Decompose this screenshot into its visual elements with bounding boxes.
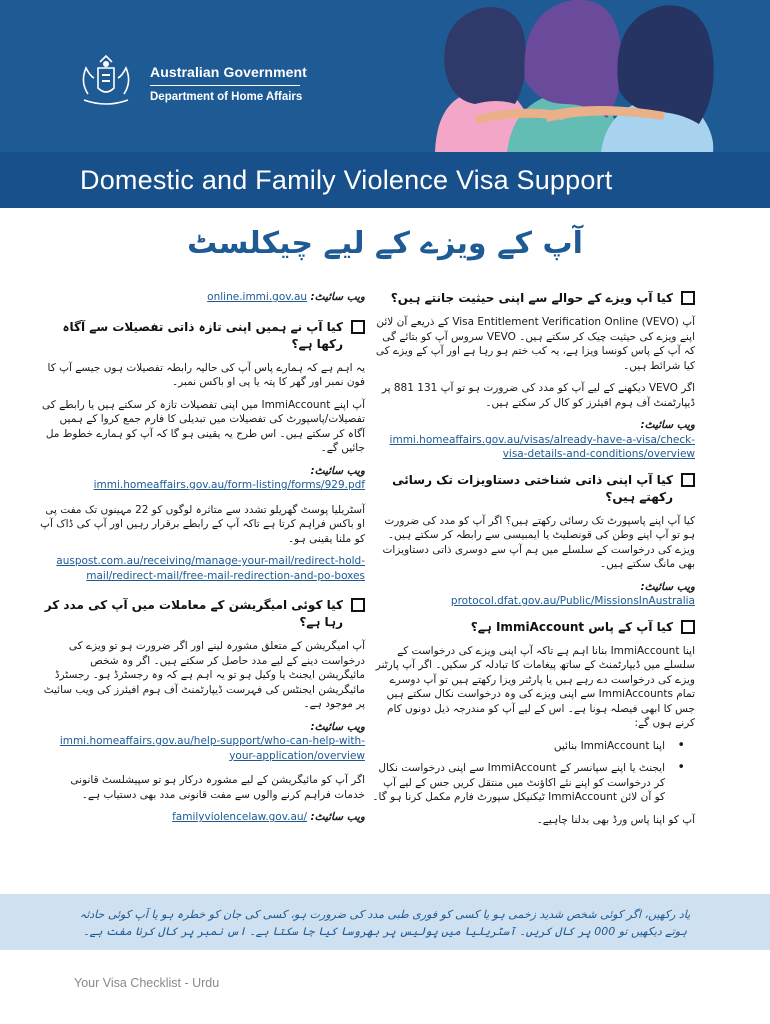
vevo-link[interactable]: immi.homeaffairs.gov.au/visas/already-have-a-visa/check-visa-details-and-conditions/overview (389, 433, 695, 460)
question-heading: کیا آپ اپنی ذاتی شناختی دستاویزات تک رسائی رکھتے ہیں؟ (392, 472, 673, 504)
question-heading: کیا آپ ویزے کے حوالے سے اپنی حیثیت جانتے ہیں؟ (390, 291, 673, 305)
checkbox-visa-status[interactable] (681, 291, 695, 305)
bullet-list (370, 739, 695, 805)
website-label: ویب سائیٹ: (310, 811, 365, 823)
website-line (40, 810, 365, 825)
website-line (40, 464, 365, 493)
list-item: • ایجنٹ یا اپنے سپانسر کے ImmiAccount سے اپنی درخواست نکال کر درخواست کو اپنے نئے اکاؤنٹ میں منتقل کریں جس کے لیے آپ کو آن لائن ImmiAccount ٹیکنیکل سپورٹ فارم مکمل کرنا ہو گا۔ (370, 761, 695, 805)
paragraph: اپنا ImmiAccount بنانا اہم ہے تاکہ آپ اپنی ویزے کی درخواست کے سلسلے میں ڈیپارٹمنٹ کے ساتھ پیغامات کا تبادلہ کر سکیں۔ اگر آپ پارٹنر ویزے کی درخواست دے رہے ہیں یا پارٹنر ویزا رکھتے ہیں تو آپ دوسرے تمام ImmiAccounts سے اپنی ویزے کی وہ درخواست نکال سکتے ہیں جس کا ابھی فیصلہ ہونا ہے۔ اس کے لیے آپ کو مندرجہ ذیل دونوں کام کرنے ہوں گے: (375, 644, 695, 729)
website-label: ویب سائیٹ: (310, 291, 365, 303)
question-heading: کیا کوئی امیگریشن کے معاملات میں آپ کی مدد کر رہا ہے؟ (44, 598, 343, 629)
paragraph: آسٹریلیا پوسٹ گھریلو تشدد سے متاثرہ لوگوں کو 22 مہینوں تک مفت پی او باکس فراہم کرتا ہے تاکہ آپ کے رابطے برقرار رہیں اور آپ کی ڈاک آپ کو ملنا یقینی ہو۔ (40, 503, 365, 545)
website-label: ویب سائیٹ: (640, 419, 695, 431)
coat-of-arms-icon (74, 54, 138, 110)
banner-title: Domestic and Family Violence Visa Support (80, 165, 613, 195)
checklist-item-identity-documents (370, 472, 695, 506)
website-line (40, 290, 365, 305)
help-support-link[interactable]: immi.homeaffairs.gov.au/help-support/who-can-help-with-your-application/overview (59, 735, 365, 762)
list-item: • اپنا ImmiAccount بنائیں (370, 739, 695, 754)
paragraph: اگر آپ کو مائیگریشن کے لیے مشورہ درکار ہو تو سپیشلسٹ قانونی خدمات فراہم کرنے والوں سے مفت قانونی مدد بھی دستیاب ہے۔ (70, 774, 365, 801)
paragraph: آپ امیگریشن کے متعلق مشورہ لینے اور اگر ضرورت ہو تو ویزے کی درخواست دینے کے لیے مدد حاصل کر سکتے ہیں۔ اگر وہ شخص مائیگریشن ایجنٹ یا وکیل ہو تو یہ اہم ہے کہ وہ رجسٹرڈ ہو۔ رجسٹرڈ مائیگریشن ایجنٹس کی فہرست ڈیپارٹمنٹ آف ہوم افیئرز کی ویب سائیٹ پر موجود ہے۔ (43, 640, 365, 710)
paragraph: آپ کو اپنا پاس ورڈ بھی بدلنا چاہیے۔ (536, 813, 695, 826)
women-illustration (395, 0, 770, 152)
government-logo-text (150, 64, 307, 103)
footer-text: Your Visa Checklist - Urdu (74, 976, 220, 990)
gov-line1: Australian Government (150, 64, 307, 80)
checkbox-immiaccount[interactable] (681, 620, 695, 634)
emergency-notice-line2: ہوتے دیکھیں تو 000 پر کال کریں۔ آسٹریلیا میں پولیس پر بھروسا کیا جا سکتا ہے۔ اس نمبر پر کال کرنا مفت ہے۔ (83, 925, 687, 938)
checklist-item-immiaccount (370, 619, 695, 636)
gov-divider (150, 85, 300, 86)
checklist-item-personal-details (40, 319, 365, 353)
paragraph: آپ Visa Entitlement Verification Online (VEVO) کے ذریعے آن لائن اپنے ویزے کی حیثیت چیک کر سکتے ہیں۔ VEVO سروس آپ کو بتائے گی کہ آپ کے پاس کونسا ویزا ہے، یہ کب ختم ہو رہا ہے اور آپ کے ویزے کی کیا شرائط ہیں۔ (375, 316, 695, 372)
website-label: ویب سائیٹ: (310, 464, 365, 477)
website-line (40, 554, 365, 583)
right-column (370, 290, 695, 835)
family-violence-law-link[interactable]: familyviolencelaw.gov.au/ (172, 811, 308, 823)
gov-line2: Department of Home Affairs (150, 91, 303, 103)
form-929-link[interactable]: immi.homeaffairs.gov.au/form-listing/forms/929.pdf (93, 479, 365, 491)
website-line (370, 580, 695, 609)
page-title: آپ کے ویزے کے لیے چیکلسٹ (187, 226, 583, 261)
website-label: ویب سائیٹ: (310, 720, 365, 733)
paragraph: آپ اپنے ImmiAccount میں اپنی تفصیلات تازہ کر سکتے ہیں یا رابطے کی تفصیلات/پاسپورٹ کی تفصیلات میں تبدیلی کا فارم جمع کروا کے ہمیں آگاہ کر سکتے ہیں۔ اس طرح یہ یقینی ہو گا کہ آپ کو ہمارے خطوط مل جائیں گے۔ (41, 398, 365, 454)
emergency-notice-line1: یاد رکھیں، اگر کوئی شخص شدید زخمی ہو یا کسی کو فوری طبی مدد کی ضرورت ہو، کسی کی جان کو خطرہ ہو یا آپ کوئی حادثہ (79, 908, 691, 921)
left-column (40, 290, 365, 835)
header-banner (0, 0, 770, 208)
website-line (40, 720, 365, 764)
checkbox-immigration-help[interactable] (351, 598, 365, 612)
question-heading: کیا آپ کے پاس ImmiAccount ہے؟ (470, 619, 673, 634)
paragraph: کیا آپ اپنے پاسپورٹ تک رسائی رکھتے ہیں؟ اگر آپ کو مدد کی ضرورت ہو تو آپ اپنے وطن کی قونصلیٹ یا ایمبیسی سے رابطہ کر سکتے ہیں۔ ویزے کی درخواست کے سلسلے میں ہم آپ سے دوسری ذاتی دستاویزات بھی مانگ سکتے ہیں۔ (382, 514, 695, 570)
immi-online-link[interactable]: online.immi.gov.au (207, 291, 308, 303)
dfat-missions-link[interactable]: protocol.dfat.gov.au/Public/MissionsInAustralia (450, 595, 695, 607)
website-label: ویب سائیٹ: (640, 580, 695, 593)
emergency-notice (0, 894, 770, 950)
website-line (370, 418, 695, 462)
paragraph: اگر VEVO دیکھنے کے لیے آپ کو مدد کی ضرورت ہو تو آپ 131 881 پر ڈیپارٹمنٹ آف ہوم افیئرز کو کال کر سکتے ہیں۔ (381, 382, 695, 409)
question-heading: کیا آپ نے ہمیں اپنی تازہ ذاتی تفصیلات سے آگاہ رکھا ہے؟ (62, 319, 343, 351)
checklist-item-visa-status (370, 290, 695, 307)
checkbox-identity-documents[interactable] (681, 473, 695, 487)
checklist-item-immigration-help (40, 597, 365, 631)
auspost-link[interactable]: auspost.com.au/receiving/manage-your-mail/redirect-hold-mail/redirect-mail/free-mail-redirection-and-po-boxes (56, 555, 365, 582)
checkbox-personal-details[interactable] (351, 320, 365, 334)
paragraph: یہ اہم ہے کہ ہمارے پاس آپ کی حالیہ رابطہ تفصیلات ہوں جیسے آپ کا فون نمبر اور گھر کا پتہ یا پی او باکس نمبر۔ (47, 361, 365, 388)
